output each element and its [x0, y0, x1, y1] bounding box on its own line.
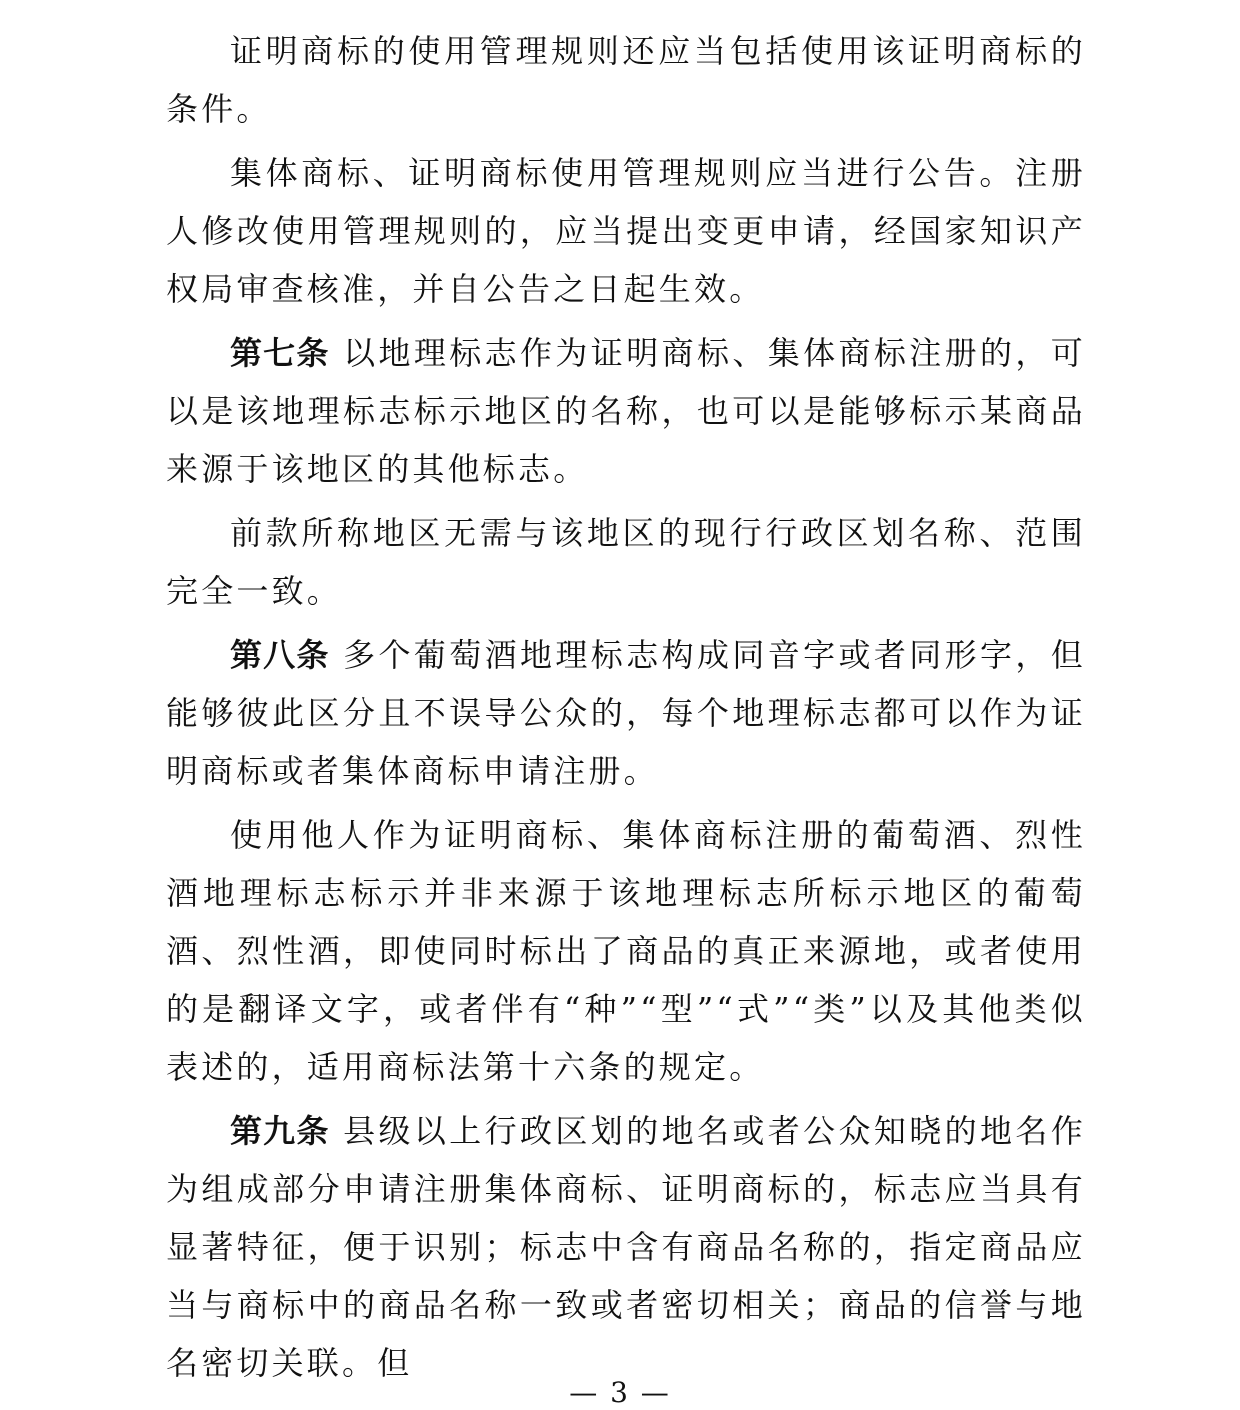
- paragraph-text: 使用他人作为证明商标、集体商标注册的葡萄酒、烈性酒地理标志标示并非来源于该地理标志所标示地区的葡萄酒、烈性酒，即使同时标出了商品的真正来源地，或者使用的是翻译文字，或者伴有“种”“型”“式”“类”以及其他类似表述的，适用商标法第十六条的规定。: [166, 816, 1086, 1086]
- paragraph-1: [166, 22, 1086, 138]
- paragraph-text: 以地理标志作为证明商标、集体商标注册的，可以是该地理标志标示地区的名称，也可以是能够标示某商品来源于该地区的其他标志。: [166, 334, 1086, 488]
- article-heading: 第八条: [230, 636, 330, 674]
- paragraph-text: 前款所称地区无需与该地区的现行行政区划名称、范围完全一致。: [166, 514, 1086, 610]
- paragraph-4: [166, 504, 1086, 620]
- paragraph-6: [166, 806, 1086, 1096]
- article-8: [166, 626, 1086, 800]
- paragraph-text: 县级以上行政区划的地名或者公众知晓的地名作为组成部分申请注册集体商标、证明商标的，标志应当具有显著特征，便于识别；标志中含有商品名称的，指定商品应当与商标中的商品名称一致或者密切相关；商品的信誉与地名密切关联。但: [166, 1112, 1086, 1382]
- paragraph-text: 证明商标的使用管理规则还应当包括使用该证明商标的条件。: [166, 32, 1086, 128]
- article-heading: 第九条: [230, 1112, 330, 1150]
- article-9: [166, 1102, 1086, 1392]
- paragraph-text: 多个葡萄酒地理标志构成同音字或者同形字，但能够彼此区分且不误导公众的，每个地理标志都可以作为证明商标或者集体商标申请注册。: [166, 636, 1086, 790]
- article-heading: 第七条: [230, 334, 330, 372]
- paragraph-text: 集体商标、证明商标使用管理规则应当进行公告。注册人修改使用管理规则的，应当提出变更申请，经国家知识产权局审查核准，并自公告之日起生效。: [166, 154, 1086, 308]
- article-7: [166, 324, 1086, 498]
- page-number: — 3 —: [569, 1376, 671, 1409]
- document-body: [166, 22, 1086, 1398]
- paragraph-2: [166, 144, 1086, 318]
